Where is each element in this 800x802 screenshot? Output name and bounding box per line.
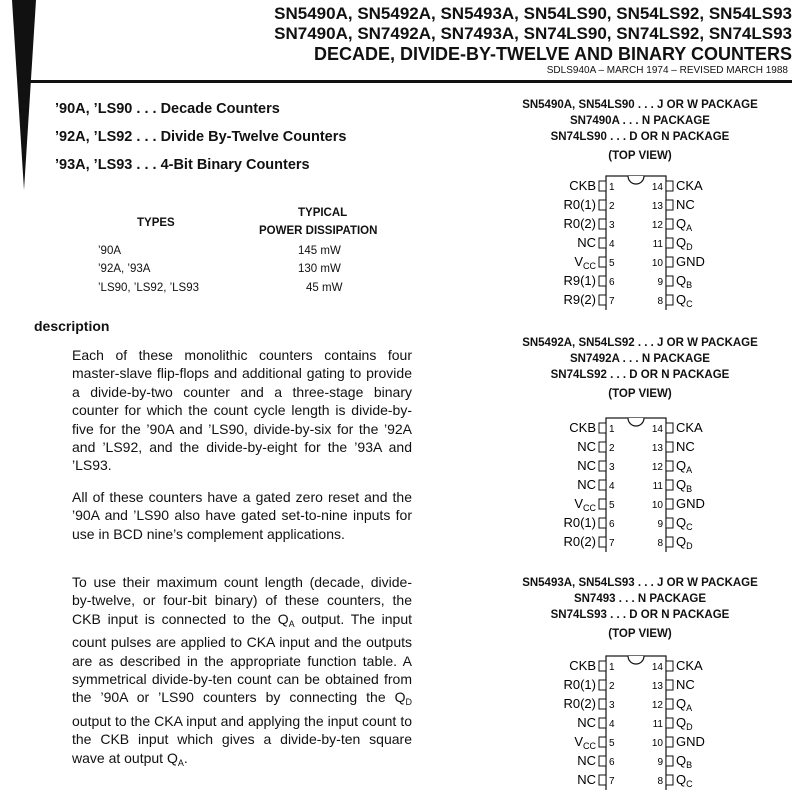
pin-left [599, 257, 606, 267]
pin-left [599, 480, 606, 490]
pin-label: NC [676, 439, 695, 454]
power-table-type: ’LS90, ’LS92, ’LS93 [98, 282, 200, 294]
pin-label: $Q_A$ [676, 216, 693, 233]
pin-right [666, 775, 673, 785]
pinout-diagram-92 [540, 412, 740, 552]
power-table-value: 145 mW [298, 245, 341, 257]
pin-label: R0(1) [563, 197, 596, 212]
header-line-1: SN5490A, SN5492A, SN5493A, SN54LS90, SN54LS92, SN54LS93 [274, 4, 792, 23]
package-info-90 [490, 97, 790, 164]
pin-number: 11 [652, 481, 663, 492]
pin-label: NC [577, 439, 596, 454]
description-paragraph: All of these counters have a gated zero reset and the ’90A and ’LS90 also have gated set-to-nine inputs for use in BCD nine’s complement applications. [72, 489, 412, 542]
pin-right [666, 200, 673, 210]
pin-number: 13 [651, 201, 663, 212]
pin-left [599, 756, 606, 766]
pin-right [666, 680, 673, 690]
feature-item: ’93A, ’LS93 . . . 4-Bit Binary Counters [55, 157, 310, 173]
pin-label: $Q_C$ [676, 515, 693, 532]
pin-left [599, 219, 606, 229]
pin-number: 12 [651, 462, 663, 473]
pin-label: CKA [676, 178, 703, 193]
pin-right [666, 499, 673, 509]
pin-number: 14 [651, 182, 663, 193]
package-top-view: (TOP VIEW) [608, 388, 672, 400]
package-info-93 [490, 575, 790, 642]
package-top-view: (TOP VIEW) [608, 628, 672, 640]
header-rule [20, 80, 792, 83]
package-line: SN5492A, SN54LS92 . . . J OR W PACKAGE [522, 337, 758, 349]
pin-label: CKB [569, 178, 596, 193]
pin-number: 2 [609, 681, 615, 692]
pin-number: 2 [609, 443, 615, 454]
pin1-notch [628, 418, 644, 426]
power-table-value: 130 mW [298, 263, 341, 275]
package-info-92 [490, 335, 790, 402]
pin-right [666, 661, 673, 671]
pin-number: 7 [609, 538, 615, 549]
pin-left [599, 775, 606, 785]
pin-number: 9 [657, 757, 663, 768]
pin-left [599, 518, 606, 528]
pin-right [666, 518, 673, 528]
pin-number: 8 [657, 296, 663, 307]
pin-label: GND [676, 496, 705, 511]
power-table-header-types: TYPES [137, 217, 175, 229]
header-line-2: SN7490A, SN7492A, SN7493A, SN74LS90, SN74LS92, SN74LS93 [274, 24, 792, 43]
pin-right [666, 737, 673, 747]
pin-number: 4 [609, 481, 615, 492]
pin-number: 5 [609, 738, 615, 749]
power-table-header-power: POWER DISSIPATION [259, 225, 378, 237]
pin-number: 3 [609, 220, 615, 231]
pin-label: CKB [569, 658, 596, 673]
pin-number: 7 [609, 776, 615, 787]
pin-label: NC [676, 677, 695, 692]
pin-number: 12 [651, 220, 663, 231]
pin-label: $Q_B$ [676, 273, 693, 290]
package-line: SN7492A . . . N PACKAGE [570, 353, 710, 365]
pin-number: 11 [652, 239, 663, 250]
description-paragraph: Each of these monolithic counters contains four master-slave flip-flops and additional gating to provide a divide-by-two counter and a three-stage binary counter for which the count cycle length is divide-by-five for the ’90A and ’LS90, divide-by-six for the ’92A and ’LS92, and the divide-by-eight for the ’93A and ’LS93. [72, 347, 412, 474]
pin-number: 5 [609, 500, 615, 511]
pin-label: R9(2) [563, 292, 596, 307]
pin-right [666, 257, 673, 267]
pin-number: 3 [609, 700, 615, 711]
pin-label: GND [676, 254, 705, 269]
pin-number: 12 [651, 700, 663, 711]
pin-label: $Q_A$ [676, 458, 693, 475]
pin-number: 5 [609, 258, 615, 269]
pin-number: 11 [652, 719, 663, 730]
pin-number: 6 [609, 519, 615, 530]
pin-number: 14 [651, 662, 663, 673]
package-line: SN7493 . . . N PACKAGE [573, 593, 707, 605]
pin-left [599, 295, 606, 305]
pin-number: 8 [657, 538, 663, 549]
pin-number: 4 [609, 719, 615, 730]
pin-number: 13 [651, 681, 663, 692]
pin-right [666, 461, 673, 471]
pin-left [599, 737, 606, 747]
pin-label: R0(1) [563, 515, 596, 530]
pin-number: 9 [657, 519, 663, 530]
pin-number: 2 [609, 201, 615, 212]
pin-label: $V_{CC}$ [574, 496, 596, 513]
pin-label: CKA [676, 420, 703, 435]
pin1-notch [628, 656, 644, 664]
pin-left [599, 423, 606, 433]
package-top-view: (TOP VIEW) [608, 150, 672, 162]
pin-left [599, 276, 606, 286]
pin-left [599, 661, 606, 671]
pin-number: 10 [651, 738, 663, 749]
pin-label: $Q_D$ [676, 715, 693, 732]
power-table-type: ’90A [98, 245, 122, 257]
pinout-diagram-90 [540, 170, 740, 310]
power-table-value: 45 mW [306, 282, 343, 294]
pin-left [599, 537, 606, 547]
pin-right [666, 699, 673, 709]
pin-label: $Q_A$ [676, 696, 693, 713]
pinout-diagram-93 [540, 650, 740, 790]
pin-label: GND [676, 734, 705, 749]
package-line: SN74LS90 . . . D OR N PACKAGE [550, 131, 730, 143]
pin-label: R0(1) [563, 677, 596, 692]
pin-label: NC [577, 458, 596, 473]
pin-number: 13 [651, 443, 663, 454]
pin-number: 14 [651, 424, 663, 435]
pin-left [599, 680, 606, 690]
pin-number: 10 [651, 500, 663, 511]
pin-left [599, 718, 606, 728]
pin-number: 9 [657, 277, 663, 288]
pin-label: $Q_C$ [676, 772, 693, 789]
pin-number: 1 [609, 182, 615, 193]
pin-right [666, 442, 673, 452]
pin-label: CKB [569, 420, 596, 435]
pin-right [666, 238, 673, 248]
pin-right [666, 219, 673, 229]
side-marker-bar [12, 0, 36, 190]
description-heading: description [34, 318, 110, 334]
pin-label: $Q_D$ [676, 534, 693, 551]
package-line: SN5490A, SN54LS90 . . . J OR W PACKAGE [522, 99, 758, 111]
pin-number: 3 [609, 462, 615, 473]
pin-label: R9(1) [563, 273, 596, 288]
pin-label: NC [577, 235, 596, 250]
pin-number: 1 [609, 662, 615, 673]
pin-left [599, 699, 606, 709]
package-line: SN74LS93 . . . D OR N PACKAGE [550, 609, 730, 621]
pin-number: 6 [609, 277, 615, 288]
pin-label: $V_{CC}$ [574, 734, 596, 751]
pin-right [666, 537, 673, 547]
pin-left [599, 238, 606, 248]
pin-label: CKA [676, 658, 703, 673]
pin-label: $Q_B$ [676, 477, 693, 494]
pin-right [666, 423, 673, 433]
pin-right [666, 276, 673, 286]
pin-left [599, 442, 606, 452]
pin-number: 6 [609, 757, 615, 768]
pin-left [599, 200, 606, 210]
pin-right [666, 756, 673, 766]
pin-label: NC [577, 772, 596, 787]
pin-number: 7 [609, 296, 615, 307]
pin-left [599, 181, 606, 191]
pin-left [599, 499, 606, 509]
power-table-type: ’92A, ’93A [98, 263, 151, 275]
package-line: SN74LS92 . . . D OR N PACKAGE [550, 369, 730, 381]
doc-id: SDLS940A – MARCH 1974 – REVISED MARCH 1988 [546, 65, 788, 76]
pin-number: 1 [609, 424, 615, 435]
feature-item: ’92A, ’LS92 . . . Divide By-Twelve Counters [55, 129, 347, 145]
pin-label: $Q_B$ [676, 753, 693, 770]
pin-label: R0(2) [563, 216, 596, 231]
pin-label: R0(2) [563, 534, 596, 549]
pin-number: 8 [657, 776, 663, 787]
pin-label: $V_{CC}$ [574, 254, 596, 271]
pin-label: NC [577, 715, 596, 730]
package-line: SN5493A, SN54LS93 . . . J OR W PACKAGE [522, 577, 758, 589]
feature-item: ’90A, ’LS90 . . . Decade Counters [55, 101, 280, 117]
pin-number: 4 [609, 239, 615, 250]
power-table-header-typical: TYPICAL [298, 207, 348, 219]
pin-right [666, 295, 673, 305]
package-line: SN7490A . . . N PACKAGE [570, 115, 710, 127]
pin-right [666, 718, 673, 728]
pin1-notch [628, 176, 644, 184]
description-paragraph: To use their maximum count length (decade, divide-by-twelve, or four-bit binary) of these counters, the CKB input is connected to the $Q_A$ output. The input count pulses are applied to CKA input and the outputs are as described in the appropriate function table. A symmetrical divide-by-ten count can be obtained from the ’90A or ’LS90 counters by connecting the $Q_D$ output to the CKA input and applying the input count to the CKB input which gives a divide-by-ten square wave at output $Q_A$. [72, 574, 412, 768]
pin-right [666, 181, 673, 191]
pin-label: NC [577, 477, 596, 492]
pin-label: NC [577, 753, 596, 768]
pin-number: 10 [651, 258, 663, 269]
pin-label: $Q_C$ [676, 292, 693, 309]
pin-label: $Q_D$ [676, 235, 693, 252]
header-title: DECADE, DIVIDE-BY-TWELVE AND BINARY COUNTERS [313, 44, 792, 64]
pin-right [666, 480, 673, 490]
pin-left [599, 461, 606, 471]
pin-label: R0(2) [563, 696, 596, 711]
pin-label: NC [676, 197, 695, 212]
